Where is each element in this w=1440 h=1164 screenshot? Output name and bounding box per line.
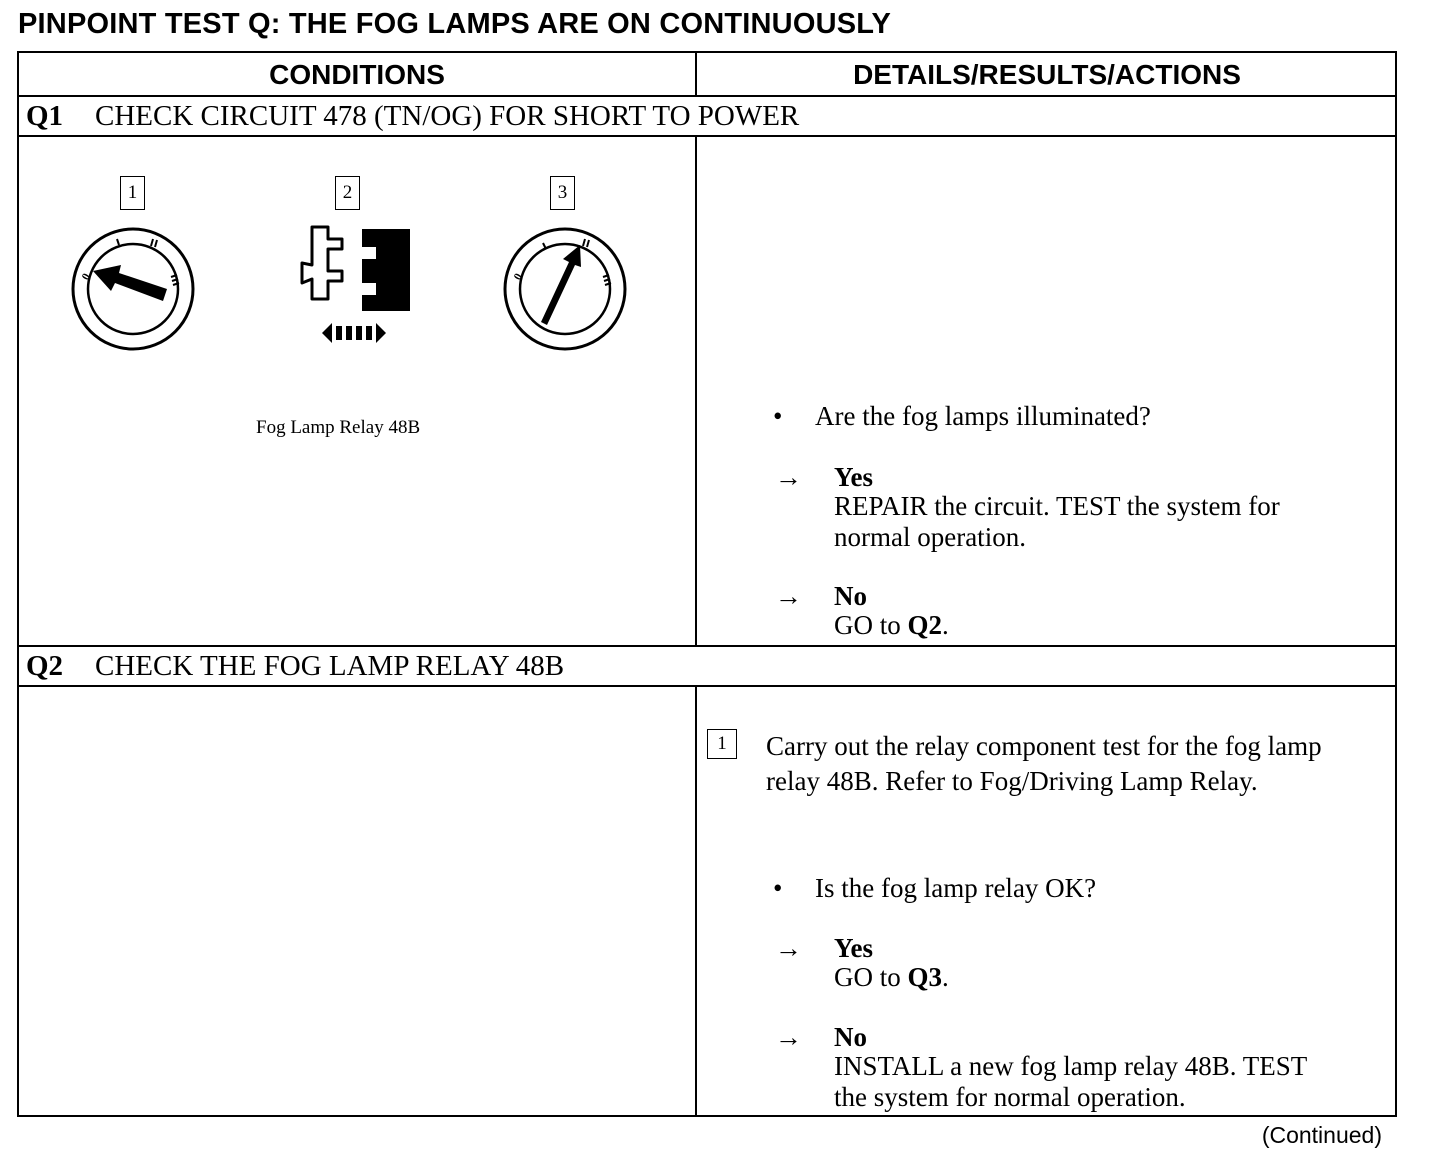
svg-text:0: 0 [511,271,525,283]
q2-yes-prefix: GO to [834,962,908,992]
q1-yes-text [834,491,1280,553]
q2-yes-text [834,962,949,993]
q1-no-label: No [834,581,867,611]
q2-bullet: • [773,873,783,903]
header-conditions: CONDITIONS [269,59,445,90]
continued-footer: (Continued) [1261,1122,1382,1148]
svg-text:0: 0 [79,271,93,283]
q2-yes-arrow-icon: → [775,933,802,963]
step-q2-title: CHECK THE FOG LAMP RELAY 48B [95,650,565,682]
q2-instruction-line-2: relay 48B. Refer to Fog/Driving Lamp Relay. [766,766,1258,796]
q1-question: Are the fog lamps illuminated? [815,401,1151,431]
q2-no-text [834,1051,1307,1113]
q2-instruction-line-1: Carry out the relay component test for the fog lamp [766,731,1322,761]
q1-no-prefix: GO to [834,610,908,640]
q2-instruction-number: 1 [707,729,737,759]
q2-no-label: No [834,1022,867,1052]
header-details: DETAILS/RESULTS/ACTIONS [853,59,1241,90]
ignition-switch-off-icon [69,225,197,353]
callout-3: 3 [550,176,575,210]
q2-yes-link-q3: Q3 [907,962,943,992]
q2-yes-suffix: . [942,962,949,992]
ignition-switch-run-icon [501,225,629,353]
q1-yes-label: Yes [834,462,873,492]
q1-no-text [834,610,949,641]
figure-caption: Fog Lamp Relay 48B [256,417,421,438]
step-q1-id: Q1 [26,100,64,132]
step-q1-title: CHECK CIRCUIT 478 (TN/OG) FOR SHORT TO POWER [95,100,800,132]
q1-no-arrow-icon: → [775,581,802,611]
q1-bullet: • [773,401,783,431]
q1-conditions-cell [19,137,695,645]
callout-2: 2 [335,176,360,210]
q2-no-arrow-icon: → [775,1022,802,1052]
q2-details-cell [697,687,1397,1117]
relay-connector-icon [284,225,414,345]
q1-yes-arrow-icon: → [775,462,802,492]
callout-1: 1 [120,176,145,210]
q1-yes-line-2: normal operation. [834,522,1026,552]
q1-no-link-q2: Q2 [907,610,943,640]
q2-yes-label: Yes [834,933,873,963]
q2-no-line-2: the system for normal operation. [834,1082,1186,1112]
page-title: PINPOINT TEST Q: THE FOG LAMPS ARE ON CONTINUOUSLY [18,8,892,40]
q2-question: Is the fog lamp relay OK? [815,873,1097,903]
pinpoint-table [17,51,1397,1117]
q1-details-cell [697,137,1397,645]
q1-no-suffix: . [942,610,949,640]
step-q2-id: Q2 [26,650,64,682]
q1-yes-line-1: REPAIR the circuit. TEST the system for [834,491,1280,521]
q2-instruction [766,729,1322,799]
q2-no-line-1: INSTALL a new fog lamp relay 48B. TEST [834,1051,1308,1081]
